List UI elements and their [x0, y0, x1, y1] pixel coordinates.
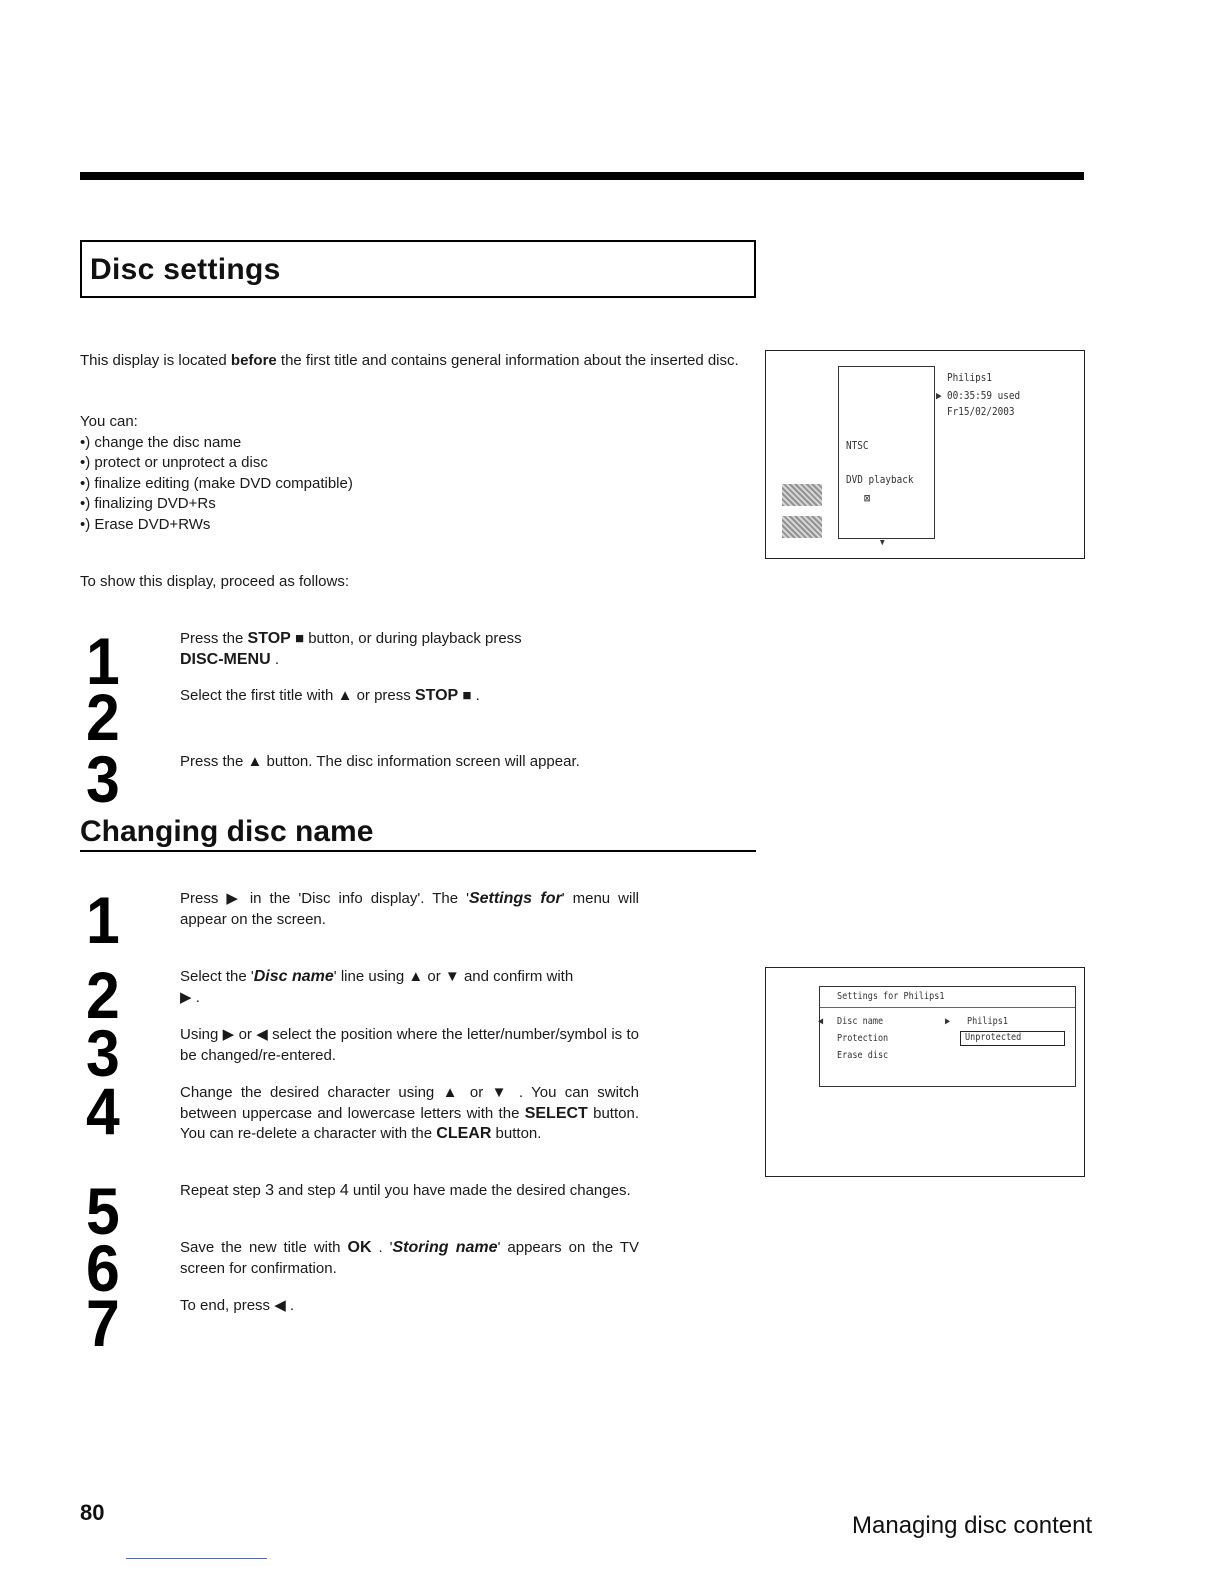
section-rule	[80, 850, 756, 852]
disc-date: Fr15/02/2003	[947, 405, 1015, 418]
step-text: Save the new title with OK . 'Storing name' appears on the TV screen for confirmation.	[180, 1239, 639, 1277]
step-text: Select the 'Disc name' line using ▲ or ▼ and confirm with ▶ .	[180, 968, 574, 1006]
mode-label: DVD playback	[846, 473, 914, 486]
step-text: To end, press ◀ .	[180, 1297, 295, 1314]
stop-key: STOP	[414, 687, 459, 704]
down-triangle-icon: ▼	[880, 538, 885, 548]
left-triangle-icon: ◀	[274, 1297, 286, 1314]
intro-bold: before	[230, 352, 277, 369]
step-text: Press the ▲ button. The disc information screen will appear.	[180, 753, 580, 770]
step-number: 7	[86, 1286, 120, 1360]
left-triangle-icon: ◀	[818, 1016, 824, 1027]
ok-key: OK	[347, 1239, 372, 1256]
disc-menu-key: DISC-MENU	[180, 650, 271, 668]
step-number: 5	[86, 1174, 120, 1248]
intro-text-rest: the first title and contains general information about the inserted disc.	[276, 352, 739, 369]
title-thumbnail	[782, 516, 822, 538]
step-text: Using ▶ or ◀ select the position where the letter/number/symbol is to be changed/re-entered.	[180, 1026, 639, 1064]
step-number: 3	[86, 1016, 120, 1090]
you-can-label: You can:	[80, 413, 138, 430]
step-number: 2	[86, 958, 120, 1032]
step-text: Change the desired character using ▲ or ▼ . You can switch between uppercase and lowercase letters with the SELECT button. You can re-delete a character with the CLEAR button.	[180, 1084, 639, 1142]
up-triangle-icon: ▲	[442, 1084, 462, 1101]
page-title: Disc settings	[90, 253, 281, 286]
step-number: 2	[86, 680, 120, 754]
step-text: Press the STOP ■ button, or during playback press DISC-MENU .	[180, 630, 522, 668]
right-triangle-icon: ▶	[945, 1016, 951, 1027]
settings-panel	[819, 986, 1076, 1087]
right-triangle-icon: ▶	[180, 988, 192, 1006]
disc-info-screen	[765, 350, 1085, 559]
step-text: Select the first title with ▲ or press STOP ■ .	[180, 687, 480, 704]
right-triangle-icon: ▶	[226, 890, 242, 907]
stop-square-icon: ■	[294, 630, 305, 647]
list-item: •) protect or unprotect a disc	[80, 454, 268, 471]
format-label: NTSC	[846, 439, 869, 452]
step-number: 6	[86, 1231, 120, 1305]
chapter-title: Managing disc content	[852, 1512, 1093, 1539]
capabilities-list	[80, 412, 680, 535]
top-rule	[80, 172, 1084, 180]
footer-underline	[126, 1558, 267, 1559]
section-title-box	[80, 240, 756, 298]
checkbox-icon: ⊠	[864, 491, 871, 505]
disc-name-value: Philips1	[967, 1016, 1008, 1027]
protection-field	[960, 1031, 1065, 1046]
settings-header: Settings for Philips1	[837, 991, 945, 1002]
intro-text: This display is located	[80, 352, 231, 369]
stop-square-icon: ■	[462, 687, 472, 704]
step-text: Press ▶ in the 'Disc info display'. The 'Settings for' menu will appear on the screen.	[180, 890, 640, 928]
step-number: 1	[86, 624, 120, 698]
menu-row-erase: Erase disc	[837, 1050, 889, 1061]
right-triangle-icon: ▶	[222, 1026, 235, 1043]
up-triangle-icon: ▲	[408, 968, 424, 985]
step-number: 1	[86, 883, 120, 957]
list-item: •) Erase DVD+RWs	[80, 515, 211, 533]
step-number: 4	[86, 1074, 120, 1148]
proceed-text: To show this display, proceed as follows:	[80, 573, 350, 590]
up-triangle-icon: ▲	[337, 687, 353, 704]
step-number: 3	[86, 742, 120, 816]
down-triangle-icon: ▼	[491, 1084, 511, 1101]
list-item: •) finalize editing (make DVD compatible)	[80, 474, 353, 492]
list-item: •) change the disc name	[80, 433, 242, 451]
step-text: Repeat step 3 and step 4 until you have made the desired changes.	[180, 1182, 631, 1199]
right-triangle-icon: ▶	[936, 389, 942, 402]
menu-row-disc-name: Disc name	[837, 1016, 884, 1027]
clear-key: CLEAR	[436, 1125, 492, 1142]
used-time: 00:35:59 used	[947, 389, 1021, 402]
left-triangle-icon: ◀	[256, 1026, 268, 1043]
title-thumbnail	[782, 484, 822, 506]
menu-row-protection: Protection	[837, 1033, 889, 1044]
protection-value: Unprotected	[965, 1032, 1022, 1043]
intro-paragraph	[80, 351, 756, 372]
disc-info-panel	[838, 366, 935, 539]
up-triangle-icon: ▲	[247, 753, 263, 770]
stop-key: STOP	[247, 630, 291, 647]
select-key: SELECT	[524, 1104, 588, 1122]
disc-name: Philips1	[947, 371, 993, 384]
page-number: 80	[80, 1500, 105, 1525]
section-heading: Changing disc name	[80, 815, 374, 848]
list-item: •) finalizing DVD+Rs	[80, 495, 216, 512]
down-triangle-icon: ▼	[444, 968, 460, 985]
settings-screen	[765, 967, 1085, 1177]
